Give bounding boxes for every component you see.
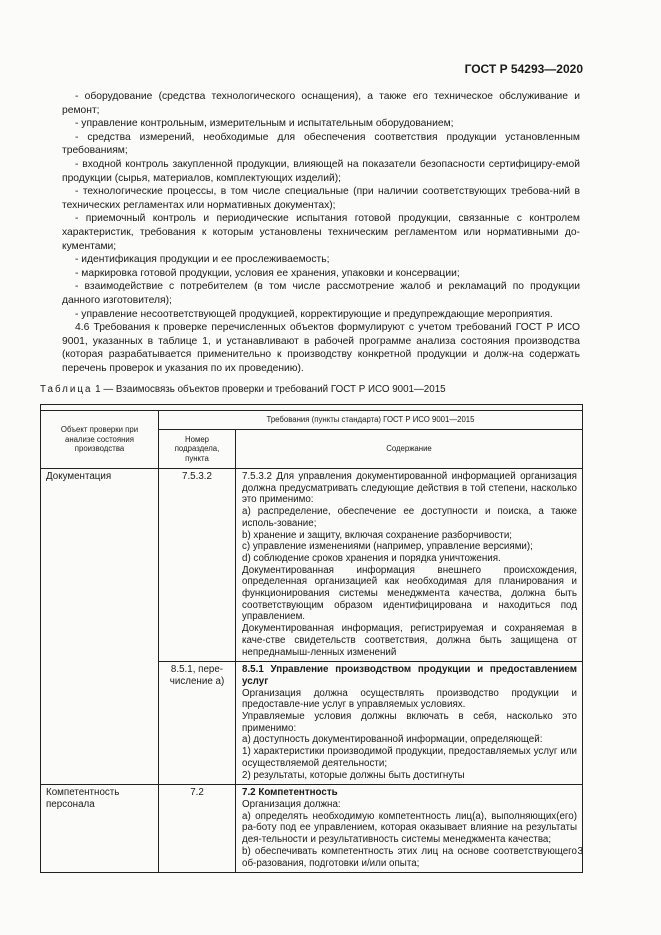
paragraph: - технологические процессы, в том числе специальные (при наличии соответствующих требова-ний в технических регламентах или нормативных документах);	[62, 186, 580, 211]
paragraph: - приемочный контроль и периодические испытания готовой продукции, связанные с контролем характеристик, требования к которым установлены техническим регламентом или нормативными до-кументами;	[62, 213, 580, 252]
clause-cell: 7.5.3.2	[159, 469, 236, 662]
object-cell: Документация	[41, 469, 159, 785]
paragraph: - идентификация продукции и ее прослеживаемость;	[75, 254, 330, 266]
content-title: 8.5.1 Управление производством продукции и предоставлением услуг	[242, 664, 577, 687]
content-line: Организация должна осуществлять производство продукции и предоставле-ние услуг в управляемых условиях.	[242, 687, 577, 711]
content-line: 7.5.3.2 Для управления документированной информацией организация должна предусматривать следующие действия в той степени, насколько это применимо:	[242, 471, 577, 506]
content-line: Документированная информация, регистрируемая и сохраняемая в каче-стве свидетельств соответствия, должна быть защищена от непреднамыш-ленных изменений	[242, 623, 577, 658]
header-object: Объект проверки при анализе состояния производства	[41, 411, 159, 469]
paragraph: - управление несоответствующей продукцией, корректирующие и предупреждающие мероприятия.	[75, 308, 553, 320]
content-line: а) доступность документированной информации, определяющей:	[242, 734, 543, 746]
requirements-table	[40, 404, 583, 873]
table-caption-text: 1 — Взаимосвязь объектов проверки и требований ГОСТ Р ИСО 9001—2015	[95, 384, 446, 395]
content-cell	[236, 662, 583, 785]
header-content: Содержание	[236, 430, 583, 469]
body-text	[62, 90, 580, 375]
content-line: Документированная информация внешнего происхождения, определенная организацией как необходимая для планирования и функционирования системы менеджмента качества, должна быть соответствующим образом идентифицирована и находиться под управлением.	[242, 564, 577, 623]
table-row	[41, 469, 583, 662]
clause-cell: 8.5.1, пере-числение а)	[159, 662, 236, 785]
content-line: Управляемые условия должны включать в себя, насколько это применимо:	[242, 711, 577, 734]
content-line: a) определять необходимую компетентность лиц(а), выполняющих(его) ра-боту под ее управлением, которая оказывает влияние на результаты дея-тельности и результативность системы менеджмента качества;	[242, 810, 577, 846]
paragraph: - управление контрольным, измерительным и испытательным оборудованием;	[75, 118, 454, 130]
object-cell: Компетентность персонала	[41, 785, 159, 873]
content-cell	[236, 469, 583, 662]
table-header-row	[41, 411, 583, 430]
table-caption-label: Таблица	[40, 384, 93, 395]
table-row	[41, 785, 583, 873]
paragraph: - маркировка готовой продукции, условия ее хранения, упаковки и консервации;	[75, 267, 460, 279]
table-caption	[40, 384, 446, 395]
document-id: ГОСТ Р 54293—2020	[464, 62, 583, 76]
paragraph: - взаимодействие с потребителем (в том числе рассмотрение жалоб и рекламаций по продукции данного изготовителя);	[62, 281, 580, 306]
content-line: Организация должна:	[242, 798, 341, 810]
page-number: 3	[577, 846, 583, 857]
header-clause: Номер подраздела, пункта	[159, 430, 236, 469]
content-line: b) обеспечивать компетентность этих лиц на основе соответствующего об-разования, подготовки и/или опыта;	[242, 845, 577, 869]
clause-cell: 7.2	[159, 785, 236, 873]
content-line: 1) характеристики производимой продукции, предоставляемых услуг или осуществляемой деятельности;	[242, 746, 577, 769]
content-line: 2) результаты, которые должны быть достигнуты	[242, 769, 465, 781]
content-line: c) управление изменениями (например, управление версиями);	[242, 541, 533, 553]
header-requirements-group: Требования (пункты стандарта) ГОСТ Р ИСО 9001—2015	[159, 411, 583, 430]
paragraph: - оборудование (средства технологического оснащения), а также его техническое обслуживание и ремонт;	[62, 91, 580, 116]
paragraph: 4.6 Требования к проверке перечисленных объектов формулируют с учетом требований ГОСТ Р ИСО 9001, указанных в таблице 1, и устанавливают в рабочей программе анализа состояния производства (которая разрабатывается применительно к производству конкретной продукции и долж-на содержать перечень проверок и указания по их проведению).	[62, 322, 580, 374]
content-line: a) распределение, обеспечение ее доступности и поиска, а также исполь-зование;	[242, 506, 577, 529]
content-line: b) хранение и защиту, включая сохранение разборчивости;	[242, 529, 513, 541]
content-title: 7.2 Компетентность	[242, 787, 338, 799]
paragraph: - средства измерений, необходимые для обеспечения соответствия продукции установленным требованиям;	[62, 131, 580, 157]
content-line: d) соблюдение сроков хранения и порядка уничтожения.	[242, 552, 501, 564]
content-cell	[236, 785, 583, 873]
paragraph: - входной контроль закупленной продукции, влияющей на показатели безопасности сертифициру-емой продукции (сырья, материалов, комплектующих изделий);	[62, 158, 580, 184]
